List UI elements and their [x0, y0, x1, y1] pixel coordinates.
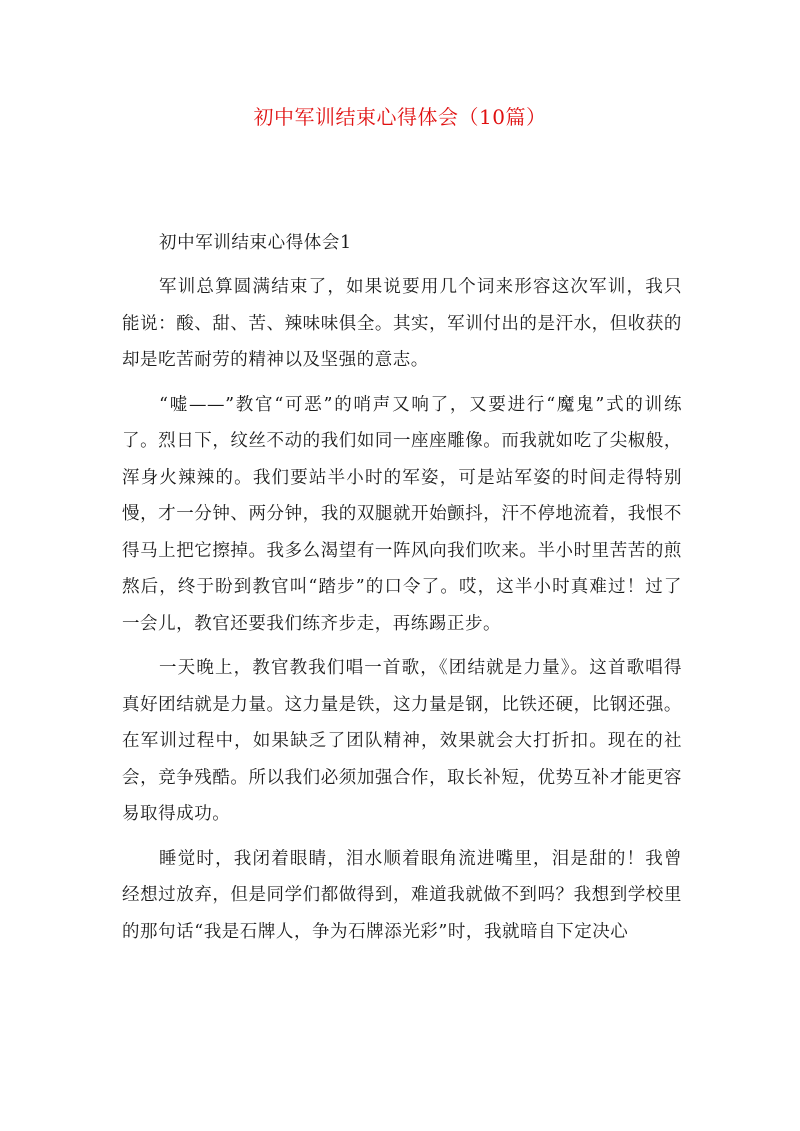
- paragraph-2: “嘘——”教官“可恶”的哨声又响了，又要进行“魔鬼”式的训练了。烈日下，纹丝不动的我们如同一座座雕像。而我就如吃了尖椒般，浑身火辣辣的。我们要站半小时的军姿，可是站军姿的时间走得特别慢，才一分钟、两分钟，我的双腿就开始颤抖，汗不停地流着，我恨不得马上把它擦掉。我多么渴望有一阵风向我们吹来。半小时里苦苦的煎熬后，终于盼到教官叫“踏步”的口令了。哎，这半小时真难过！过了一会儿，教官还要我们练齐步走，再练踢正步。: [122, 394, 682, 634]
- paragraph-1: 军训总算圆满结束了，如果说要用几个词来形容这次军训，我只能说：酸、甜、苦、辣味味俱全。其实，军训付出的是汗水，但收获的却是吃苦耐劳的精神以及坚强的意志。: [122, 277, 682, 370]
- section-heading: 初中军训结束心得体会1: [159, 233, 352, 253]
- document-body: [122, 225, 682, 950]
- paragraph-4: 睡觉时，我闭着眼睛，泪水顺着眼角流进嘴里，泪是甜的！我曾经想过放弃，但是同学们都做得到，难道我就做不到吗？我想到学校里的那句话“我是石牌人，争为石牌添光彩”时，我就暗自下定决心: [122, 848, 682, 942]
- document-title: 初中军训结束心得体会（10篇）: [253, 105, 547, 129]
- paragraph-3: 一天晚上，教官教我们唱一首歌，《团结就是力量》。这首歌唱得真好团结就是力量。这力量是铁，这力量是钢，比铁还硬，比钢还强。在军训过程中，如果缺乏了团队精神，效果就会大打折扣。现在的社会，竞争残酷。所以我们必须加强合作，取长补短，优势互补才能更容易取得成功。: [122, 658, 682, 824]
